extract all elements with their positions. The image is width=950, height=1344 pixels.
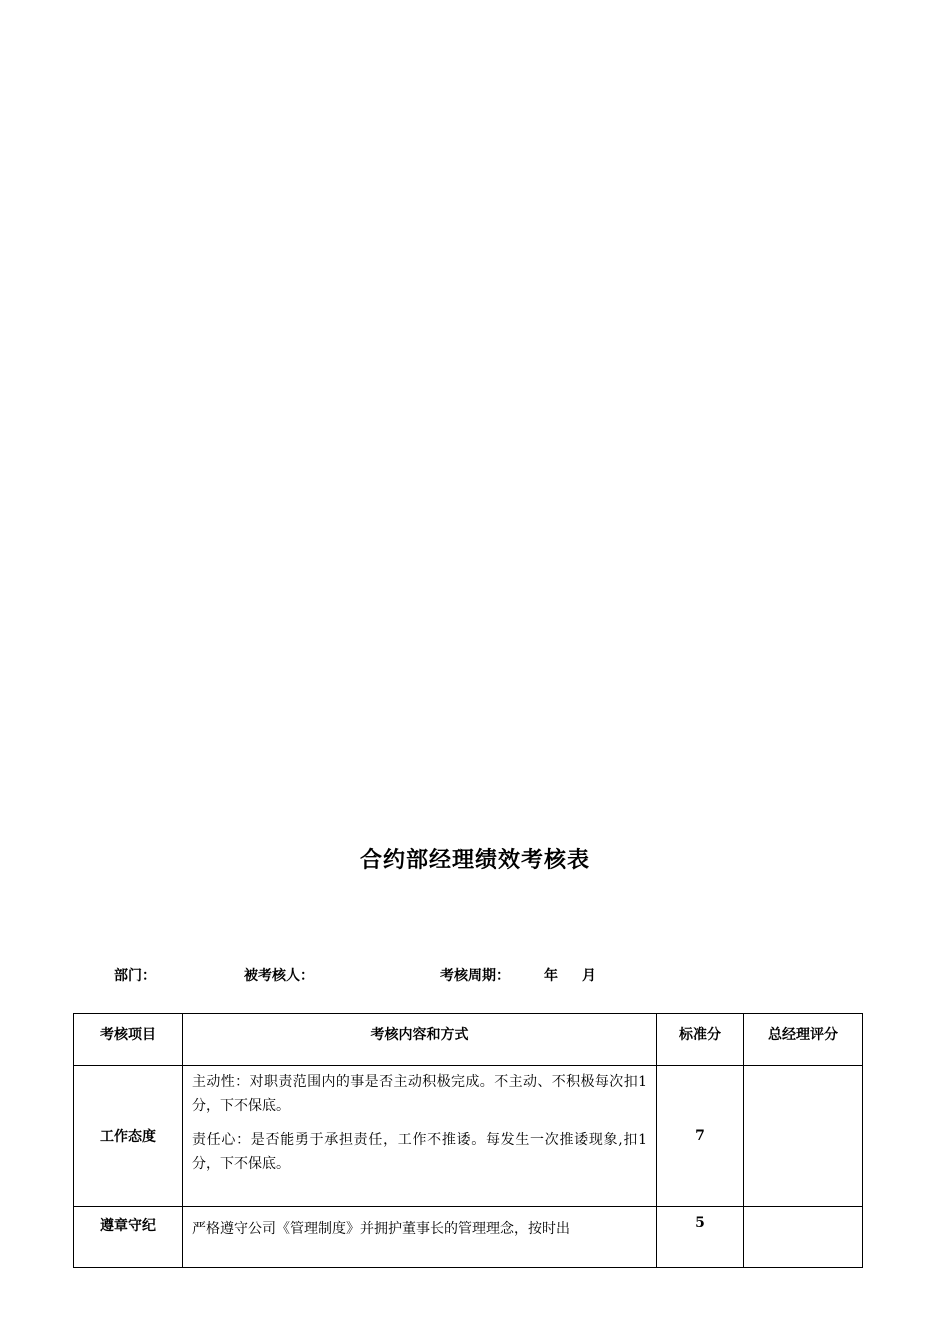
table-header-row xyxy=(74,1014,863,1066)
content-paragraph: 严格遵守公司《管理制度》并拥护董事长的管理理念，按时出 xyxy=(192,1221,570,1237)
month-label: 月 xyxy=(582,968,596,984)
header-item: 考核项目 xyxy=(74,1014,183,1066)
row-standard-score: 5 xyxy=(657,1207,744,1268)
row-item-label: 工作态度 xyxy=(74,1066,183,1207)
row-content xyxy=(183,1207,657,1268)
content-paragraph: 主动性：对职责范围内的事是否主动积极完成。不主动、不积极每次扣1分，下不保底。 xyxy=(192,1074,647,1114)
period-label: 考核周期： xyxy=(440,968,510,984)
table-row xyxy=(74,1207,863,1268)
row-content xyxy=(183,1066,657,1207)
header-gm-rating: 总经理评分 xyxy=(744,1014,863,1066)
form-info-line xyxy=(114,966,596,986)
content-paragraph: 责任心：是否能勇于承担责任，工作不推诿。每发生一次推诿现象,扣1分，下不保底。 xyxy=(192,1132,647,1172)
assessment-table xyxy=(73,1013,863,1268)
row-gm-rating-cell[interactable] xyxy=(744,1066,863,1207)
table-row xyxy=(74,1066,863,1207)
header-standard-score: 标准分 xyxy=(657,1014,744,1066)
row-item-label: 遵章守纪 xyxy=(74,1207,183,1268)
year-label: 年 xyxy=(544,968,558,984)
row-gm-rating-cell[interactable] xyxy=(744,1207,863,1268)
row-standard-score: 7 xyxy=(657,1066,744,1207)
page-title: 合约部经理绩效考核表 xyxy=(359,848,590,873)
header-content: 考核内容和方式 xyxy=(183,1014,657,1066)
department-label: 部门： xyxy=(114,968,156,984)
assessee-label: 被考核人： xyxy=(244,968,314,984)
